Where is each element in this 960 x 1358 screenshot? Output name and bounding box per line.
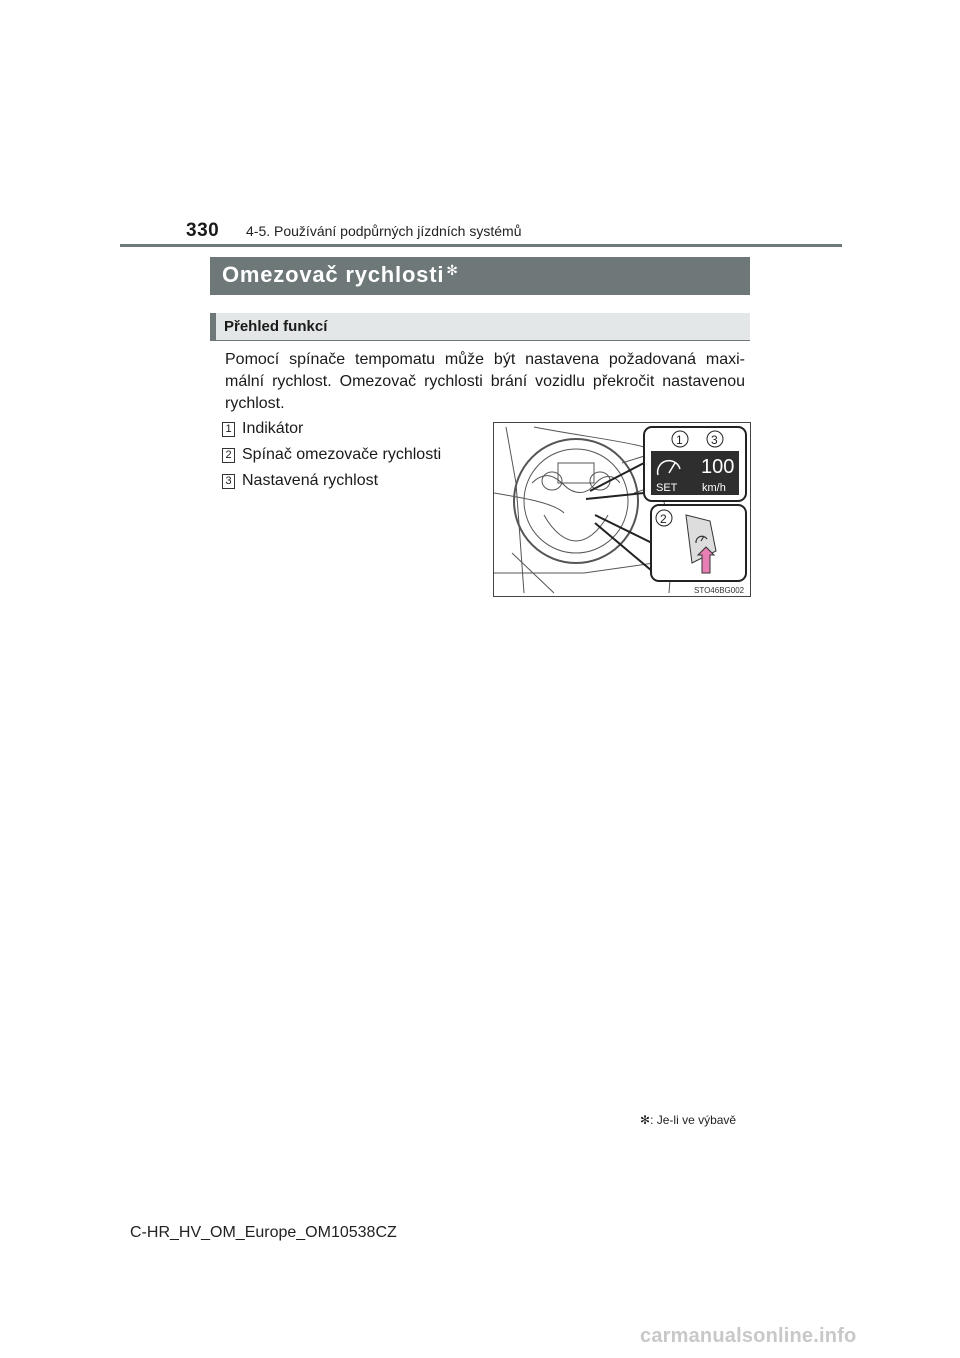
legend-label: Indikátor: [242, 420, 304, 437]
callout-1: 1: [676, 433, 683, 447]
figure-code: STO46BG002: [694, 586, 745, 595]
legend-label: Spínač omezovače rychlosti: [242, 446, 442, 463]
legend-number: 1: [222, 422, 235, 437]
chapter-title: 4-5. Používání podpůrných jízdních systémů: [246, 223, 522, 239]
availability-marker: ✻: [446, 262, 459, 278]
legend-item-switch: [222, 446, 441, 464]
document-code: C-HR_HV_OM_Europe_OM10538CZ: [130, 1224, 397, 1241]
legend-number: 2: [222, 448, 235, 463]
subsection-accent: [210, 313, 216, 341]
legend-label: Nastavená rychlost: [242, 472, 379, 489]
steering-wheel-illustration: [493, 422, 751, 597]
subsection-rule: [210, 340, 750, 341]
section-title: [222, 262, 459, 288]
header-rule: [120, 244, 842, 247]
display-unit-label: km/h: [702, 482, 726, 494]
section-title-text: Omezovač rychlosti: [222, 262, 445, 287]
legend-item-indicator: [222, 420, 303, 438]
callout-3: 3: [711, 433, 718, 447]
legend-number: 3: [222, 474, 235, 489]
footnote-marker: ✻: [640, 1113, 651, 1127]
legend-item-set-speed: [222, 472, 378, 490]
display-set-label: SET: [656, 482, 678, 494]
subsection-title: Přehled funkcí: [224, 318, 328, 335]
watermark: carmanualsonline.info: [640, 1325, 857, 1347]
callout-2: 2: [660, 512, 667, 526]
footnote: [640, 1113, 736, 1127]
page-number: 330: [186, 220, 220, 241]
illustration-svg: [494, 423, 750, 596]
display-speed-value: 100: [701, 456, 735, 478]
body-paragraph: Pomocí spínače tempomatu může být nastavena požadovaná maxi-mální rychlost. Omezovač rychlosti brání vozidlu překročit nastavenou rychlost.: [225, 351, 745, 412]
footnote-text: : Je-li ve výbavě: [650, 1113, 737, 1127]
